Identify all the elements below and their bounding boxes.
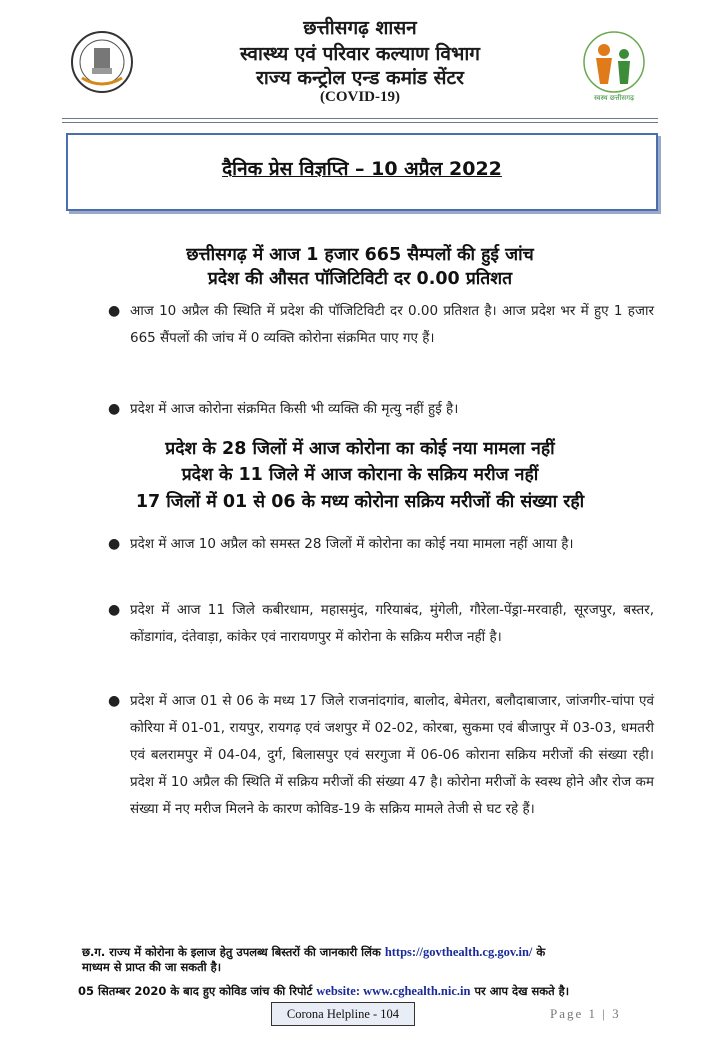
header-department: स्वास्थ्य एवं परिवार कल्याण विभाग: [240, 43, 480, 65]
bullet-item: ● प्रदेश में आज कोरोना संक्रमित किसी भी व्यक्ति की मृत्यु नहीं हुई है।: [130, 396, 654, 423]
logo-caption: स्वस्थ छत्तीसगढ़: [593, 94, 635, 102]
page-number: Page 1 | 3: [550, 1006, 621, 1021]
header-covid: (COVID-19): [320, 89, 400, 105]
section2-heading-1: प्रदेश के 28 जिलों में आज कोरोना का कोई नया मामला नहीं: [165, 439, 555, 459]
bullet-icon: ●: [108, 602, 121, 618]
bullet-item: ● प्रदेश में आज 11 जिले कबीरधाम, महासमुंद, गरियाबंद, मुंगेली, गौरेला-पेंड्रा-मरवाही, सूरजपुर, बस्तर, कोंडागांव, दंतेवाड़ा, कांकेर एवं नारायणपुर में कोरोना के सक्रिय मरीज नहीं है।: [130, 597, 654, 651]
header-command-center: राज्य कन्ट्रोल एन्ड कमांड सेंटर: [256, 67, 464, 89]
corona-helpline-badge: Corona Helpline - 104: [271, 1002, 415, 1026]
section1-heading-2: प्रदेश की औसत पॉजिटिविटी दर 0.00 प्रतिशत: [207, 269, 513, 289]
bullet-icon: ●: [108, 536, 121, 552]
govthealth-link[interactable]: https://govthealth.cg.gov.in/: [384, 945, 533, 959]
bullet-icon: ●: [108, 693, 121, 709]
title-box: [66, 133, 658, 211]
cghealth-website-link[interactable]: website: www.cghealth.nic.in: [316, 984, 471, 998]
bullet-icon: ●: [108, 303, 121, 319]
footer-beds-info: छ.ग. राज्य में कोरोना के इलाज हेतु उपलब्ध बिस्तरों की जानकारी लिंक https://govthealth.cg.gov.in/ के माध्यम से प्राप्त की जा सकती है।: [82, 945, 546, 974]
header-divider: [62, 118, 658, 119]
section2-heading-2: प्रदेश के 11 जिले में आज कोराना के सक्रिय मरीज नहीं: [181, 465, 539, 485]
header-divider-2: [62, 122, 658, 123]
footer-report-info: 05 सितम्बर 2020 के बाद हुए कोविड जांच की रिपोर्ट website: www.cghealth.nic.in पर आप देख सकते है।: [78, 984, 570, 998]
section2-heading-3: 17 जिलों में 01 से 06 के मध्य कोरोना सक्रिय मरीजों की संख्या रही: [135, 492, 585, 512]
section1-heading-1: छत्तीसगढ़ में आज 1 हजार 665 सैम्पलों की हुई जांच: [186, 245, 534, 265]
header-govt: छत्तीसगढ़ शासन: [303, 17, 417, 39]
bullet-item: ● प्रदेश में आज 10 अप्रैल को समस्त 28 जिलों में कोरोना का कोई नया मामला नहीं आया है।: [130, 531, 654, 558]
bullet-icon: ●: [108, 401, 121, 417]
bullet-item: ● प्रदेश में आज 01 से 06 के मध्य 17 जिले राजनांदगांव, बालोद, बेमेतरा, बलौदाबाजार, जांजगीर-चांपा एवं कोरिया में 01-01, रायपुर, रायगढ़ एवं जशपुर में 02-02, कोरबा, सुकमा एवं बीजापुर में 03-03, धमतरी एवं बलरामपुर में 04-04, दुर्ग, बिलासपुर एवं सरगुजा में 06-06 कोराना सक्रिय मरीजों की संख्या रही। प्रदेश में 10 अप्रैल की स्थिति में सक्रिय मरीजों की संख्या 47 है। कोरोना मरीजों के स्वस्थ होने और रोज कम संख्या में नए मरीज मिलने के कारण कोविड-19 के सक्रिय मामले तेजी से घट रहे हैं।: [130, 688, 654, 823]
bullet-item: ● आज 10 अप्रैल की स्थिति में प्रदेश की पॉजिटिविटी दर 0.00 प्रतिशत है। आज प्रदेश भर में हुए 1 हजार 665 सैंपलों की जांच में 0 व्यक्ति कोरोना संक्रमित पाए गए हैं।: [130, 298, 654, 352]
press-release-title: दैनिक प्रेस विज्ञप्ति – 10 अप्रैल 2022: [222, 158, 502, 180]
